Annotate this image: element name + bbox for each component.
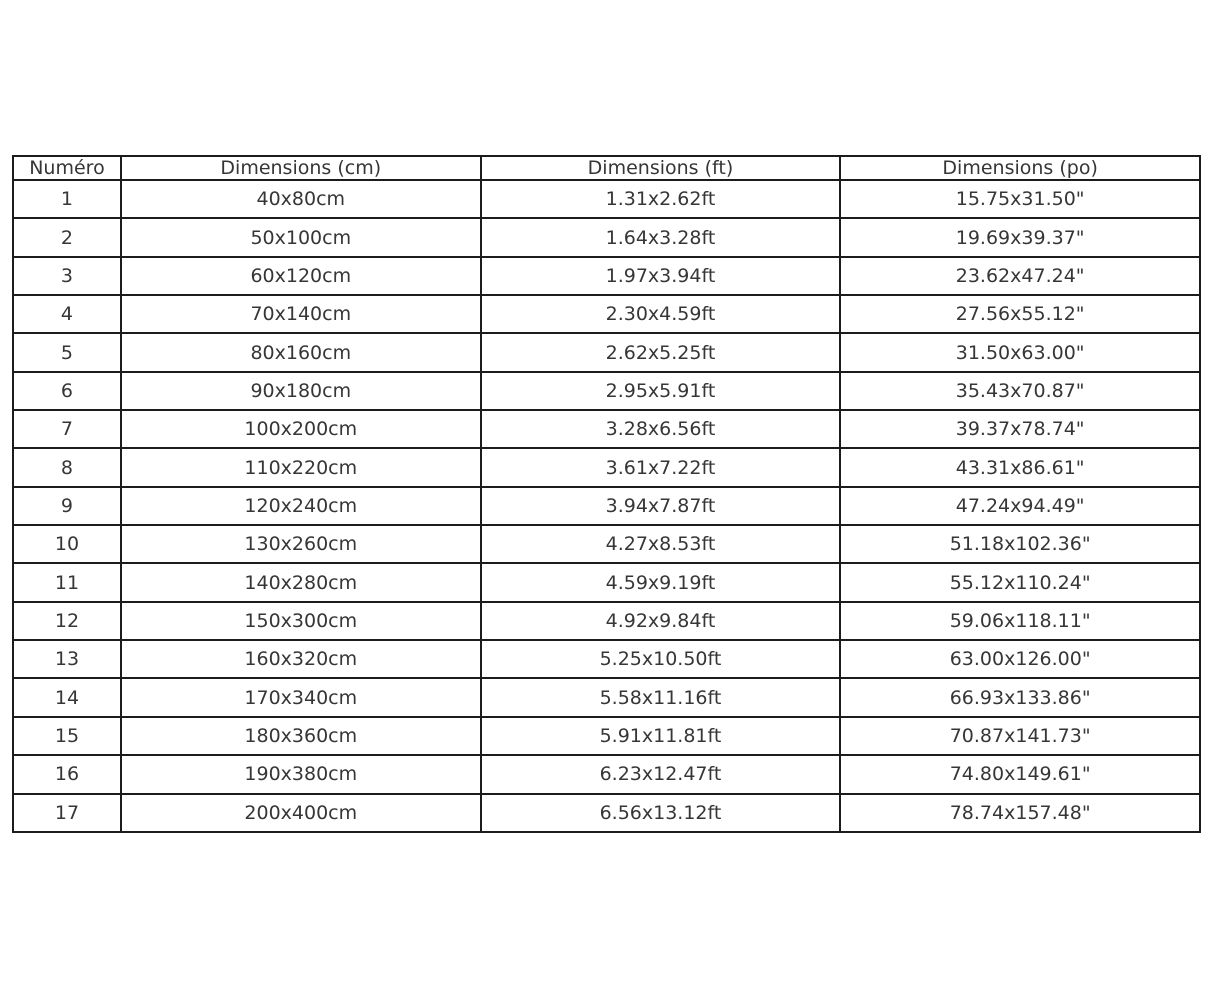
table-cell: 5.25x10.50ft [481,640,841,678]
table-cell: 43.31x86.61" [840,448,1200,486]
table-cell: 3.61x7.22ft [481,448,841,486]
table-cell: 31.50x63.00" [840,333,1200,371]
column-header: Dimensions (ft) [481,156,841,180]
table-cell: 60x120cm [121,257,481,295]
table-cell: 35.43x70.87" [840,372,1200,410]
table-row [13,563,1200,601]
table-cell: 59.06x118.11" [840,602,1200,640]
table-cell: 51.18x102.36" [840,525,1200,563]
table-cell: 80x160cm [121,333,481,371]
table-cell: 3.28x6.56ft [481,410,841,448]
table-cell: 39.37x78.74" [840,410,1200,448]
table-row [13,525,1200,563]
table-cell: 5 [13,333,121,371]
table-row [13,794,1200,833]
table-cell: 15 [13,717,121,755]
table-cell: 70.87x141.73" [840,717,1200,755]
table-cell: 7 [13,410,121,448]
table-row [13,372,1200,410]
table-cell: 4 [13,295,121,333]
table-cell: 13 [13,640,121,678]
table-row [13,487,1200,525]
table-cell: 1.31x2.62ft [481,180,841,218]
table-cell: 140x280cm [121,563,481,601]
table-cell: 90x180cm [121,372,481,410]
table-row [13,257,1200,295]
table-cell: 14 [13,678,121,716]
table-cell: 10 [13,525,121,563]
table-row [13,448,1200,486]
table-row [13,333,1200,371]
table-row [13,640,1200,678]
table-cell: 1.64x3.28ft [481,218,841,256]
table-cell: 8 [13,448,121,486]
table-cell: 70x140cm [121,295,481,333]
table-cell: 12 [13,602,121,640]
table-cell: 47.24x94.49" [840,487,1200,525]
table-cell: 150x300cm [121,602,481,640]
column-header: Numéro [13,156,121,180]
table-cell: 23.62x47.24" [840,257,1200,295]
table-cell: 78.74x157.48" [840,794,1200,833]
dimensions-conversion-table [12,155,1201,833]
table-header-row [13,156,1200,180]
table-cell: 2 [13,218,121,256]
table-cell: 66.93x133.86" [840,678,1200,716]
table-row [13,755,1200,793]
table-cell: 50x100cm [121,218,481,256]
table-row [13,602,1200,640]
table-cell: 17 [13,794,121,833]
column-header: Dimensions (po) [840,156,1200,180]
table-cell: 120x240cm [121,487,481,525]
table-row [13,180,1200,218]
table-cell: 15.75x31.50" [840,180,1200,218]
table-cell: 200x400cm [121,794,481,833]
table-cell: 74.80x149.61" [840,755,1200,793]
table-cell: 5.58x11.16ft [481,678,841,716]
table-cell: 160x320cm [121,640,481,678]
table-cell: 100x200cm [121,410,481,448]
table-cell: 2.95x5.91ft [481,372,841,410]
column-header: Dimensions (cm) [121,156,481,180]
table-cell: 11 [13,563,121,601]
table-cell: 4.92x9.84ft [481,602,841,640]
table-cell: 4.59x9.19ft [481,563,841,601]
table-cell: 4.27x8.53ft [481,525,841,563]
table-cell: 6 [13,372,121,410]
table-cell: 1 [13,180,121,218]
table-cell: 1.97x3.94ft [481,257,841,295]
table-body [13,180,1200,832]
table-cell: 40x80cm [121,180,481,218]
table-cell: 130x260cm [121,525,481,563]
table-cell: 3 [13,257,121,295]
table-cell: 6.56x13.12ft [481,794,841,833]
table-cell: 63.00x126.00" [840,640,1200,678]
table-cell: 19.69x39.37" [840,218,1200,256]
table-cell: 170x340cm [121,678,481,716]
table-row [13,717,1200,755]
table-cell: 27.56x55.12" [840,295,1200,333]
table-row [13,295,1200,333]
table-cell: 5.91x11.81ft [481,717,841,755]
table-cell: 2.62x5.25ft [481,333,841,371]
table-row [13,218,1200,256]
table-cell: 9 [13,487,121,525]
table-cell: 2.30x4.59ft [481,295,841,333]
table-cell: 3.94x7.87ft [481,487,841,525]
table-cell: 110x220cm [121,448,481,486]
table-cell: 180x360cm [121,717,481,755]
table-cell: 190x380cm [121,755,481,793]
table-cell: 55.12x110.24" [840,563,1200,601]
table-row [13,410,1200,448]
table-row [13,678,1200,716]
table-head [13,156,1200,180]
table-cell: 16 [13,755,121,793]
table-cell: 6.23x12.47ft [481,755,841,793]
